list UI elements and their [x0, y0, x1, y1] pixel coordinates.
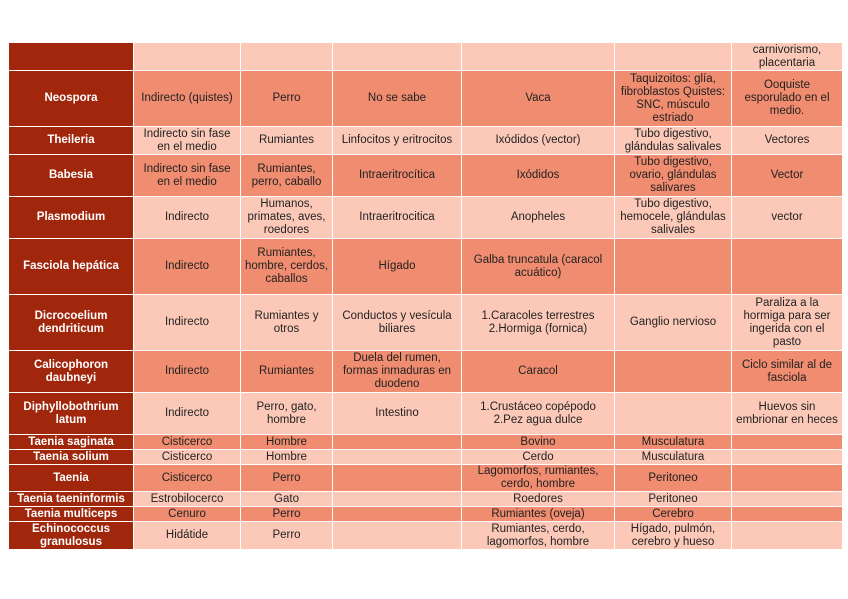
table-cell: Indirecto sin fase en el medio: [134, 155, 241, 197]
table-cell: Huevos sin embrionar en heces: [732, 393, 843, 435]
table-cell: Cerebro: [615, 507, 732, 522]
table-cell: Peritoneo: [615, 492, 732, 507]
table-body: [9, 43, 843, 550]
table-cell: 1.Crustáceo copépodo 2.Pez agua dulce: [462, 393, 615, 435]
table-cell: [134, 43, 241, 71]
table-cell: Bovino: [462, 435, 615, 450]
table-cell: Indirecto: [134, 239, 241, 295]
table-cell: Cisticerco: [134, 435, 241, 450]
parasite-name: Theileria: [9, 127, 134, 155]
parasite-table: [8, 42, 843, 550]
parasite-name: Taenia: [9, 465, 134, 492]
parasite-name: Echinococcus granulosus: [9, 522, 134, 550]
table-row: [9, 435, 843, 450]
table-cell: Indirecto sin fase en el medio: [134, 127, 241, 155]
table-cell: Perro: [241, 71, 333, 127]
table-cell: [241, 43, 333, 71]
table-row: [9, 239, 843, 295]
table-cell: Vaca: [462, 71, 615, 127]
table-cell: [615, 43, 732, 71]
table-cell: Ooquiste esporulado en el medio.: [732, 71, 843, 127]
table-cell: Indirecto: [134, 197, 241, 239]
table-cell: Rumiantes, cerdo, lagomorfos, hombre: [462, 522, 615, 550]
table-cell: Cenuro: [134, 507, 241, 522]
table-cell: Cisticerco: [134, 465, 241, 492]
parasite-name: Taenia solium: [9, 450, 134, 465]
table-cell: Perro: [241, 522, 333, 550]
table-cell: Caracol: [462, 351, 615, 393]
table-cell: Conductos y vesícula biliares: [333, 295, 462, 351]
table-cell: Rumiantes y otros: [241, 295, 333, 351]
table-cell: Indirecto: [134, 393, 241, 435]
table-cell: Rumiantes: [241, 351, 333, 393]
table-cell: Perro: [241, 507, 333, 522]
table-cell: [333, 450, 462, 465]
table-cell: vector: [732, 197, 843, 239]
table-cell: Ixódidos (vector): [462, 127, 615, 155]
table-cell: Paraliza a la hormiga para ser ingerida con el pasto: [732, 295, 843, 351]
table-row: [9, 127, 843, 155]
parasite-name: Taenia multiceps: [9, 507, 134, 522]
table-cell: Estrobilocerco: [134, 492, 241, 507]
table-cell: Galba truncatula (caracol acuático): [462, 239, 615, 295]
table-cell: Musculatura: [615, 435, 732, 450]
table-cell: [732, 522, 843, 550]
table-cell: Hígado: [333, 239, 462, 295]
table-cell: Duela del rumen, formas inmaduras en duodeno: [333, 351, 462, 393]
parasite-name: Dicrocoelium dendriticum: [9, 295, 134, 351]
table-cell: Rumiantes: [241, 127, 333, 155]
table-cell: Humanos, primates, aves, roedores: [241, 197, 333, 239]
table-cell: Indirecto: [134, 295, 241, 351]
table-cell: [333, 435, 462, 450]
table-cell: No se sabe: [333, 71, 462, 127]
table-cell: Perro: [241, 465, 333, 492]
table-cell: Hombre: [241, 450, 333, 465]
table-cell: [732, 239, 843, 295]
table-cell: [462, 43, 615, 71]
table-cell: Ganglio nervioso: [615, 295, 732, 351]
parasite-name: [9, 43, 134, 71]
parasite-name: Taenia taeninformis: [9, 492, 134, 507]
table-row: [9, 197, 843, 239]
table-row: [9, 492, 843, 507]
table-cell: Peritoneo: [615, 465, 732, 492]
parasite-name: Plasmodium: [9, 197, 134, 239]
table-cell: Anopheles: [462, 197, 615, 239]
table-cell: Vectores: [732, 127, 843, 155]
table-row: [9, 295, 843, 351]
table-cell: Rumiantes, hombre, cerdos, caballos: [241, 239, 333, 295]
table-cell: [732, 492, 843, 507]
table-cell: [333, 465, 462, 492]
table-cell: Indirecto: [134, 351, 241, 393]
table-cell: 1.Caracoles terrestres 2.Hormiga (fornica): [462, 295, 615, 351]
table-cell: Vector: [732, 155, 843, 197]
parasite-name: Fasciola hepática: [9, 239, 134, 295]
parasite-name: Neospora: [9, 71, 134, 127]
table-row: [9, 507, 843, 522]
parasite-name: Babesia: [9, 155, 134, 197]
parasite-name: Diphyllobothrium latum: [9, 393, 134, 435]
table-cell: Musculatura: [615, 450, 732, 465]
table-cell: [333, 522, 462, 550]
table-row: [9, 450, 843, 465]
table-cell: Taquizoitos: glía, fibroblastos Quistes: SNC, músculo estriado: [615, 71, 732, 127]
table-cell: Roedores: [462, 492, 615, 507]
table-row: [9, 71, 843, 127]
table-cell: Ixódidos: [462, 155, 615, 197]
table-cell: [732, 435, 843, 450]
table-cell: [333, 492, 462, 507]
table-cell: [732, 465, 843, 492]
table-cell: Intraeritrocitica: [333, 197, 462, 239]
table-row: [9, 155, 843, 197]
table-cell: [333, 507, 462, 522]
parasite-name: Calicophoron daubneyi: [9, 351, 134, 393]
table-cell: Tubo digestivo, ovario, glándulas salivares: [615, 155, 732, 197]
table-cell: Gato: [241, 492, 333, 507]
table-row: [9, 522, 843, 550]
table-cell: Perro, gato, hombre: [241, 393, 333, 435]
table-cell: Hombre: [241, 435, 333, 450]
table-cell: Tubo digestivo, glándulas salivales: [615, 127, 732, 155]
table-cell: [732, 450, 843, 465]
table-cell: Lagomorfos, rumiantes, cerdo, hombre: [462, 465, 615, 492]
table-cell: Tubo digestivo, hemocele, glándulas salivales: [615, 197, 732, 239]
table-row: [9, 465, 843, 492]
table-cell: [732, 507, 843, 522]
table-row: [9, 351, 843, 393]
table-cell: [615, 393, 732, 435]
table-cell: Cisticerco: [134, 450, 241, 465]
table-cell: Cerdo: [462, 450, 615, 465]
table-cell: Hígado, pulmón, cerebro y hueso: [615, 522, 732, 550]
table-cell: Indirecto (quistes): [134, 71, 241, 127]
table-cell: Intraeritrocítica: [333, 155, 462, 197]
table-cell: Ciclo similar al de fasciola: [732, 351, 843, 393]
table-cell: [615, 351, 732, 393]
parasite-name: Taenia saginata: [9, 435, 134, 450]
table-cell: Linfocitos y eritrocitos: [333, 127, 462, 155]
table-cell: Rumiantes (oveja): [462, 507, 615, 522]
table-cell: Intestino: [333, 393, 462, 435]
table-row: [9, 393, 843, 435]
table-cell: [333, 43, 462, 71]
table-cell: carnivorismo, placentaria: [732, 43, 843, 71]
table-cell: Hidátide: [134, 522, 241, 550]
table-cell: [615, 239, 732, 295]
table-row: [9, 43, 843, 71]
table-cell: Rumiantes, perro, caballo: [241, 155, 333, 197]
